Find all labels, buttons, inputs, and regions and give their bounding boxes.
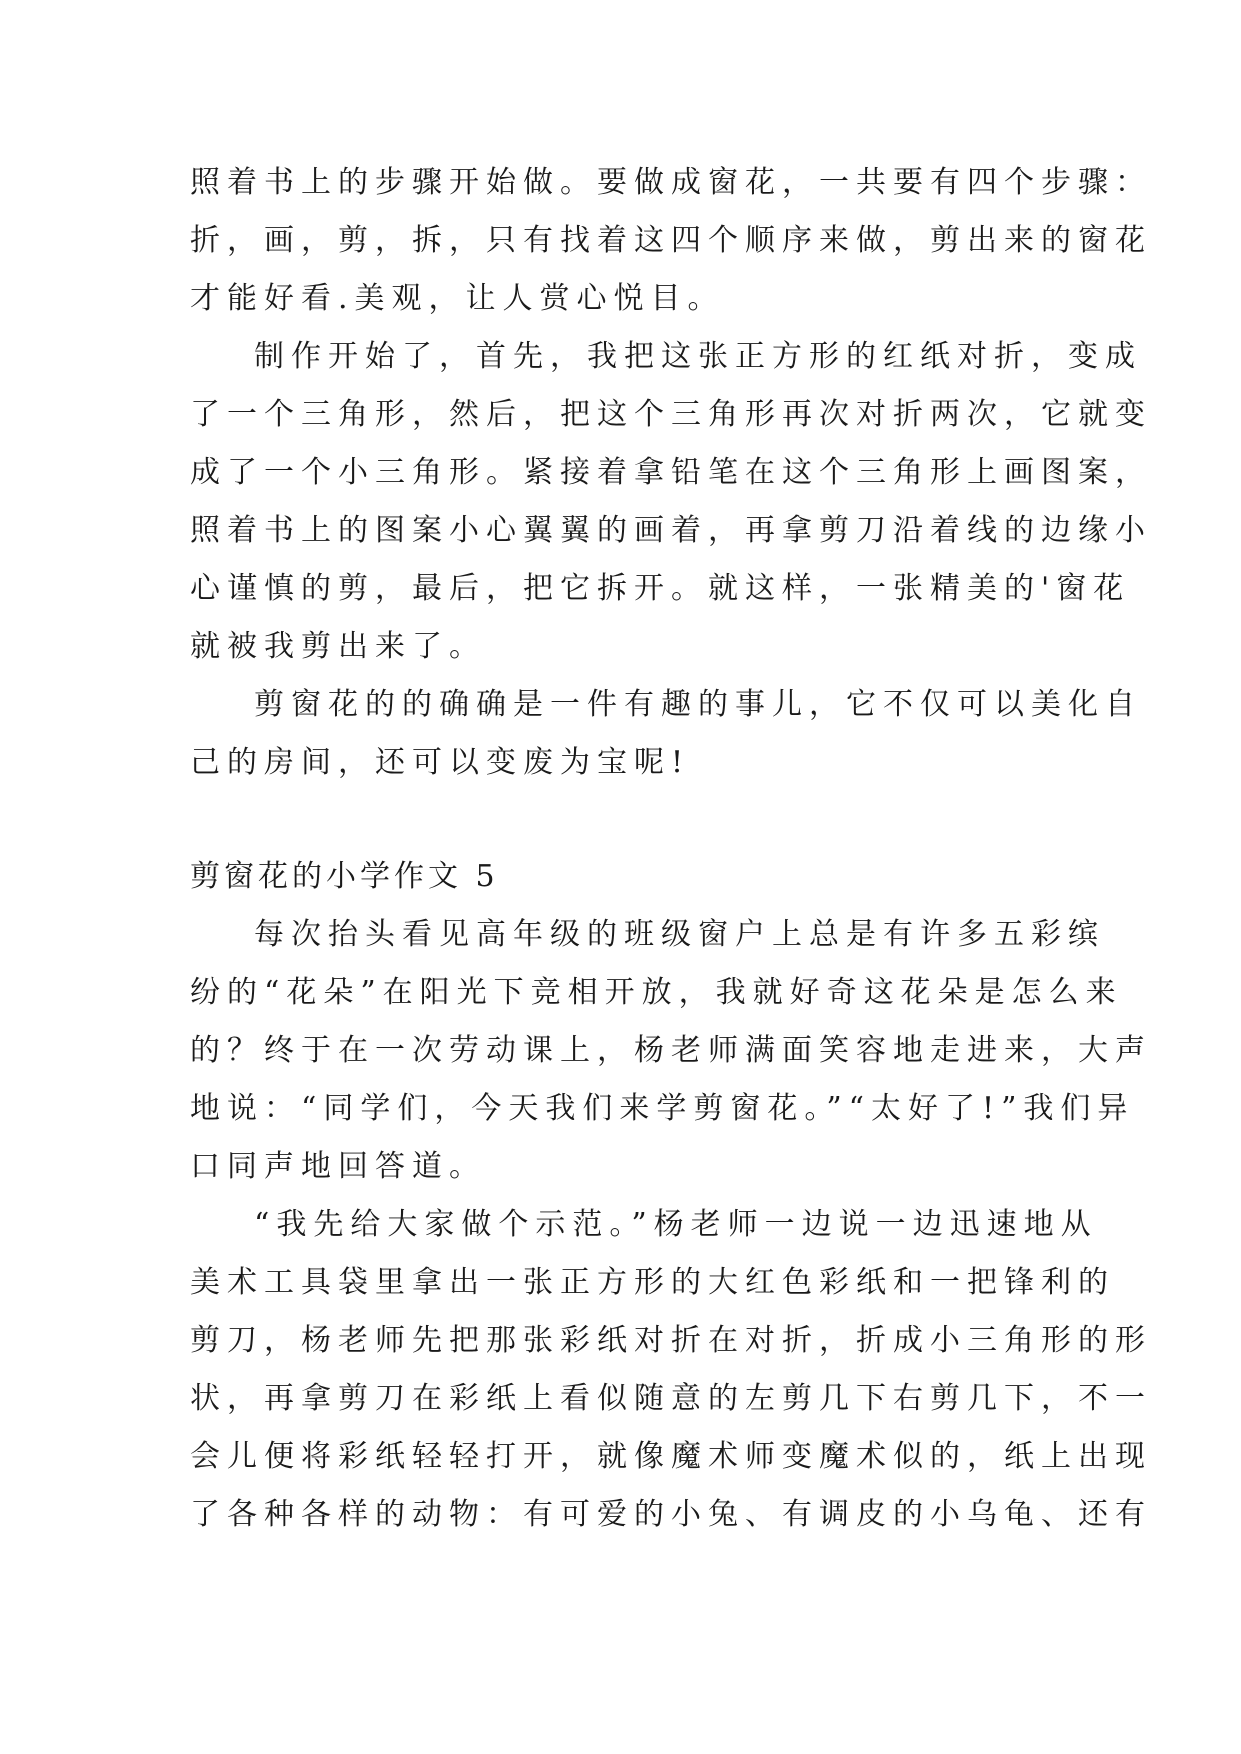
- text-line: 照着书上的步骤开始做。要做成窗花，一共要有四个步骤：: [190, 165, 1152, 200]
- text-line: 才能好看.美观，让人赏心悦目。: [190, 281, 725, 316]
- text-line: 美术工具袋里拿出一张正方形的大红色彩纸和一把锋利的: [190, 1265, 1115, 1300]
- text-line: 了各种各样的动物：有可爱的小兔、有调皮的小乌龟、还有: [190, 1497, 1152, 1532]
- text-line: 每次抬头看见高年级的班级窗户上总是有许多五彩缤: [254, 917, 1105, 952]
- paragraph-steps: [190, 154, 1152, 328]
- text-line: 折，画，剪，拆，只有找着这四个顺序来做，剪出来的窗花: [190, 223, 1152, 258]
- text-line: 了一个三角形，然后，把这个三角形再次对折两次，它就变: [190, 397, 1152, 432]
- text-line: 纷的“花朵”在阳光下竞相开放，我就好奇这花朵是怎么来: [190, 975, 1123, 1010]
- paragraph-making: [190, 328, 1152, 676]
- text-line: 的？终于在一次劳动课上，杨老师满面笑容地走进来，大声: [190, 1033, 1152, 1068]
- text-line: “我先给大家做个示范。”杨老师一边说一边迅速地从: [254, 1207, 1098, 1242]
- text-line: 剪窗花的的确确是一件有趣的事儿，它不仅可以美化自: [254, 687, 1142, 722]
- text-line: 状，再拿剪刀在彩纸上看似随意的左剪几下右剪几下，不一: [190, 1381, 1152, 1416]
- text-line: 己的房间，还可以变废为宝呢!: [190, 745, 691, 780]
- text-line: 口同声地回答道。: [190, 1149, 486, 1184]
- text-line: 心谨慎的剪，最后，把它拆开。就这样，一张精美的'窗花: [190, 571, 1131, 606]
- text-line: 剪刀，杨老师先把那张彩纸对折在对折，折成小三角形的形: [190, 1323, 1152, 1358]
- text-line: 地说：“同学们，今天我们来学剪窗花。”“太好了!”我们异: [190, 1091, 1135, 1126]
- paragraph-intro: [190, 906, 1152, 1196]
- text-line: 成了一个小三角形。紧接着拿铅笔在这个三角形上画图案，: [190, 455, 1152, 490]
- paragraph-demonstration: [190, 1196, 1152, 1544]
- text-line: 制作开始了，首先，我把这张正方形的红纸对折，变成: [254, 339, 1142, 374]
- text-line: 就被我剪出来了。: [190, 629, 486, 664]
- section-title: 剪窗花的小学作文 5: [190, 859, 499, 894]
- paragraph-conclusion: [190, 676, 1142, 792]
- text-line: 照着书上的图案小心翼翼的画着，再拿剪刀沿着线的边缘小: [190, 513, 1152, 548]
- text-line: 会儿便将彩纸轻轻打开，就像魔术师变魔术似的，纸上出现: [190, 1439, 1152, 1474]
